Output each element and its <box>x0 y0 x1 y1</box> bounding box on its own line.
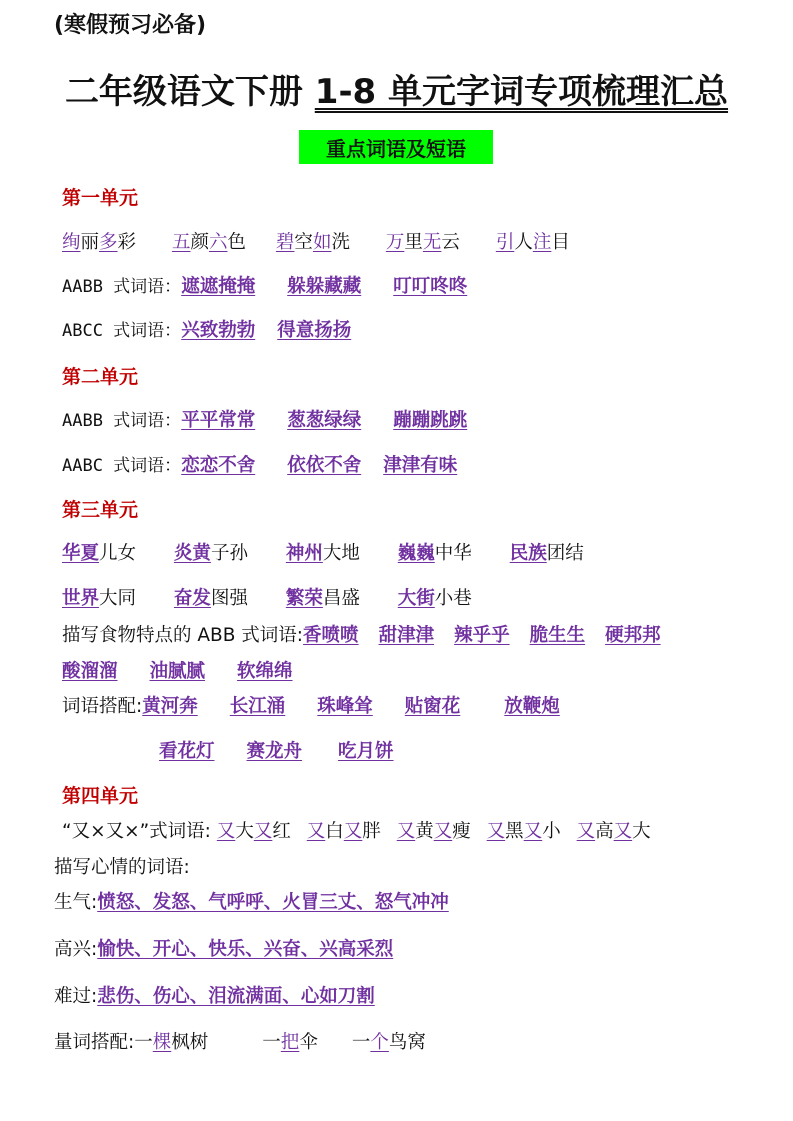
phrase: 巍巍中华 <box>397 543 472 564</box>
aabc-label: AABC 式词语： <box>62 456 182 476</box>
measure-phrase: 一棵枫树 <box>134 1032 209 1053</box>
top-note: (寒假预习必备) <box>54 13 207 38</box>
word: 叮叮咚咚 <box>393 276 468 297</box>
aabb-label: AABB 式词语： <box>62 277 182 297</box>
abcc-label: ABCC 式词语： <box>62 321 182 341</box>
unit2-heading: 第二单元 <box>62 366 139 388</box>
match-label: 词语搭配: <box>62 696 143 717</box>
you-label: “又×又×”式词语: <box>62 821 211 842</box>
word: 酸溜溜 <box>62 661 118 682</box>
page-title <box>0 64 793 113</box>
word: 津津有味 <box>383 455 458 476</box>
title-underlined: 1-8 单元字词专项梳理汇总 <box>314 72 729 112</box>
idiom: 引人注目 <box>495 232 570 253</box>
unit1-heading: 第一单元 <box>62 187 139 209</box>
unit3-abb-line1 <box>62 621 661 647</box>
word: 辣乎乎 <box>454 625 510 646</box>
phrase: 又黑又小 <box>486 821 561 842</box>
word: 软绵绵 <box>237 661 293 682</box>
mood-label: 描写心情的词语: <box>54 857 190 878</box>
phrase: 民族团结 <box>509 543 584 564</box>
phrase: 炎黄子孙 <box>173 543 248 564</box>
measure-line <box>54 1028 426 1054</box>
word: 脆生生 <box>529 625 586 646</box>
unit2-aabb <box>62 406 467 432</box>
word: 香喷喷 <box>303 625 359 646</box>
phrase: 又黄又瘦 <box>396 821 471 842</box>
unit1-idioms <box>62 228 570 254</box>
word: 蹦蹦跳跳 <box>393 410 468 431</box>
sad-words: 悲伤、伤心、泪流满面、心如刀割 <box>97 986 375 1007</box>
phrase: 奋发图强 <box>173 588 248 609</box>
word: 躲躲藏藏 <box>287 276 362 297</box>
word: 珠峰耸 <box>317 696 373 717</box>
unit4-you-words <box>62 817 651 843</box>
happy-label: 高兴: <box>54 939 98 960</box>
sad-line <box>54 982 375 1008</box>
unit1-abcc <box>62 316 351 342</box>
word: 看花灯 <box>159 741 215 762</box>
idiom: 绚丽多彩 <box>62 232 137 253</box>
unit3-abb-line2 <box>62 657 293 683</box>
aabb-label: AABB 式词语： <box>62 411 182 431</box>
idiom: 碧空如洗 <box>275 232 350 253</box>
unit3-row1 <box>62 539 584 565</box>
unit3-match-line2 <box>159 737 394 763</box>
title-prefix: 二年级语文下册 <box>64 72 315 112</box>
unit3-row2 <box>62 584 472 610</box>
angry-line <box>54 888 449 914</box>
section-badge: 重点词语及短语 <box>299 130 493 164</box>
unit3-heading: 第三单元 <box>62 499 139 521</box>
word: 平平常常 <box>181 410 256 431</box>
unit3-match-line1 <box>62 692 560 718</box>
phrase: 繁荣昌盛 <box>285 588 360 609</box>
phrase: 又白又胖 <box>306 821 381 842</box>
idiom: 五颜六色 <box>171 232 247 253</box>
happy-line <box>54 935 393 961</box>
word: 吃月饼 <box>338 741 394 762</box>
phrase: 华夏儿女 <box>62 543 137 564</box>
word: 黄河奔 <box>142 696 198 717</box>
abb-label: 描写食物特点的 ABB 式词语: <box>62 625 304 646</box>
sad-label: 难过: <box>54 986 98 1007</box>
phrase: 又大又红 <box>216 821 291 842</box>
measure-phrase: 一个鸟窝 <box>351 1032 426 1053</box>
word: 得意扬扬 <box>277 320 352 341</box>
phrase: 大街小巷 <box>397 588 472 609</box>
unit2-aabc <box>62 451 457 477</box>
idiom: 万里无云 <box>385 232 460 253</box>
word: 遮遮掩掩 <box>181 276 256 297</box>
word: 放鞭炮 <box>504 696 560 717</box>
unit4-heading: 第四单元 <box>62 785 139 807</box>
word: 油腻腻 <box>149 661 206 682</box>
word: 长江涌 <box>229 696 286 717</box>
word: 赛龙舟 <box>246 741 303 762</box>
word: 恋恋不舍 <box>181 455 256 476</box>
word: 兴致勃勃 <box>181 320 256 341</box>
word: 葱葱绿绿 <box>287 410 362 431</box>
angry-label: 生气: <box>54 892 98 913</box>
unit1-aabb <box>62 272 467 298</box>
word: 贴窗花 <box>404 696 461 717</box>
phrase: 又高又大 <box>576 821 651 842</box>
measure-label: 量词搭配: <box>54 1032 135 1053</box>
measure-phrase: 一把伞 <box>262 1032 318 1053</box>
happy-words: 愉快、开心、快乐、兴奋、兴高采烈 <box>97 939 394 960</box>
word: 硬邦邦 <box>605 625 661 646</box>
phrase: 世界大同 <box>62 588 137 609</box>
angry-words: 愤怒、发怒、气呼呼、火冒三丈、怒气冲冲 <box>97 892 449 913</box>
word: 依依不舍 <box>287 455 362 476</box>
word: 甜津津 <box>378 625 435 646</box>
phrase: 神州大地 <box>285 543 360 564</box>
